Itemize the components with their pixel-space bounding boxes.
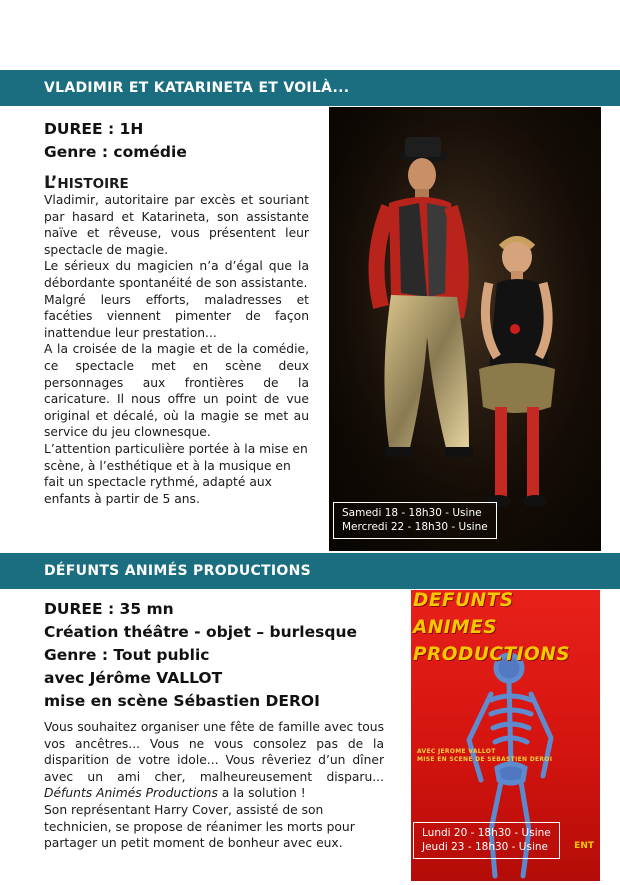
showtime: Mercredi 22 - 18h30 - Usine xyxy=(342,521,488,533)
story-heading: L’HISTOIRE xyxy=(44,173,129,193)
show-poster xyxy=(411,590,600,881)
genre: Genre : comédie xyxy=(44,143,187,161)
show-photo xyxy=(329,107,601,551)
showtime: Samedi 18 - 18h30 - Usine xyxy=(342,507,482,519)
paragraph: L’attention particulière portée à la mise en scène, à l’esthétique et à la musique en fait un spectacle rythmé, adapté aux enfants à partir de 5 ans. xyxy=(44,441,308,506)
paragraph: Vous souhaitez organiser une fête de famille avec tous vos ancêtres... Vous ne vous consolez pas de la disparition de votre idole... Vous rêveriez d’un dîner avec un ami cher, malheureusement disparu... Défunts Animés Productions a la solution ! xyxy=(44,720,384,801)
paragraph: Le sérieux du magicien n’a d’égal que la débordante spontanéité de son assistante. xyxy=(44,259,309,290)
section-banner-defunts xyxy=(0,553,620,589)
section-title: VLADIMIR ET KATARINETA ET VOILÀ... xyxy=(44,80,350,96)
poster-title-line: PRODUCTIONS xyxy=(413,644,571,665)
direction: mise en scène Sébastien DEROI xyxy=(44,692,320,710)
story-text xyxy=(44,719,384,852)
poster-title-line: ANIMES xyxy=(413,617,498,638)
poster-title-line: DEFUNTS xyxy=(413,590,514,611)
creation-type: Création théâtre - objet – burlesque xyxy=(44,623,357,641)
paragraph: Malgré leurs efforts, maladresses et facéties viennent pimenter de façon inattendue leur prestation... xyxy=(44,292,309,340)
showtime: Lundi 20 - 18h30 - Usine xyxy=(422,827,551,839)
showtimes-box xyxy=(333,502,497,539)
paragraph: Vladimir, autoritaire par excès et souriant par hasard et Katarineta, son assistante naïve et rêveuse, vous présentent leur spectacle de magie. xyxy=(44,193,309,257)
section-title: DÉFUNTS ANIMÉS PRODUCTIONS xyxy=(44,563,312,579)
performers-illustration xyxy=(329,107,601,551)
poster-credit: MISE EN SCENE DE SEBASTIEN DEROI xyxy=(417,756,553,763)
show-name-italic: Défunts Animés Productions xyxy=(44,786,218,801)
showtime: Jeudi 23 - 18h30 - Usine xyxy=(422,841,548,853)
poster-tag: ENT xyxy=(574,841,594,851)
cast: avec Jérôme VALLOT xyxy=(44,669,223,687)
poster-credit: AVEC JEROME VALLOT xyxy=(417,748,496,755)
duration: DUREE : 1H xyxy=(44,120,144,138)
duration: DUREE : 35 mn xyxy=(44,600,174,618)
section-banner-vladimir xyxy=(0,70,620,106)
story-text xyxy=(44,192,309,507)
showtimes-box xyxy=(413,822,560,859)
genre: Genre : Tout public xyxy=(44,646,210,664)
paragraph: A la croisée de la magie et de la comédie, ce spectacle met en scène deux personnages aux frontières de la caricature. Il nous offre un point de vue original et décalé, où la magie se met au service du jeu clownesque. xyxy=(44,342,309,440)
paragraph: Son représentant Harry Cover, assisté de son technicien, se propose de réanimer les morts pour partager un petit moment de bonheur avec eux. xyxy=(44,802,355,851)
